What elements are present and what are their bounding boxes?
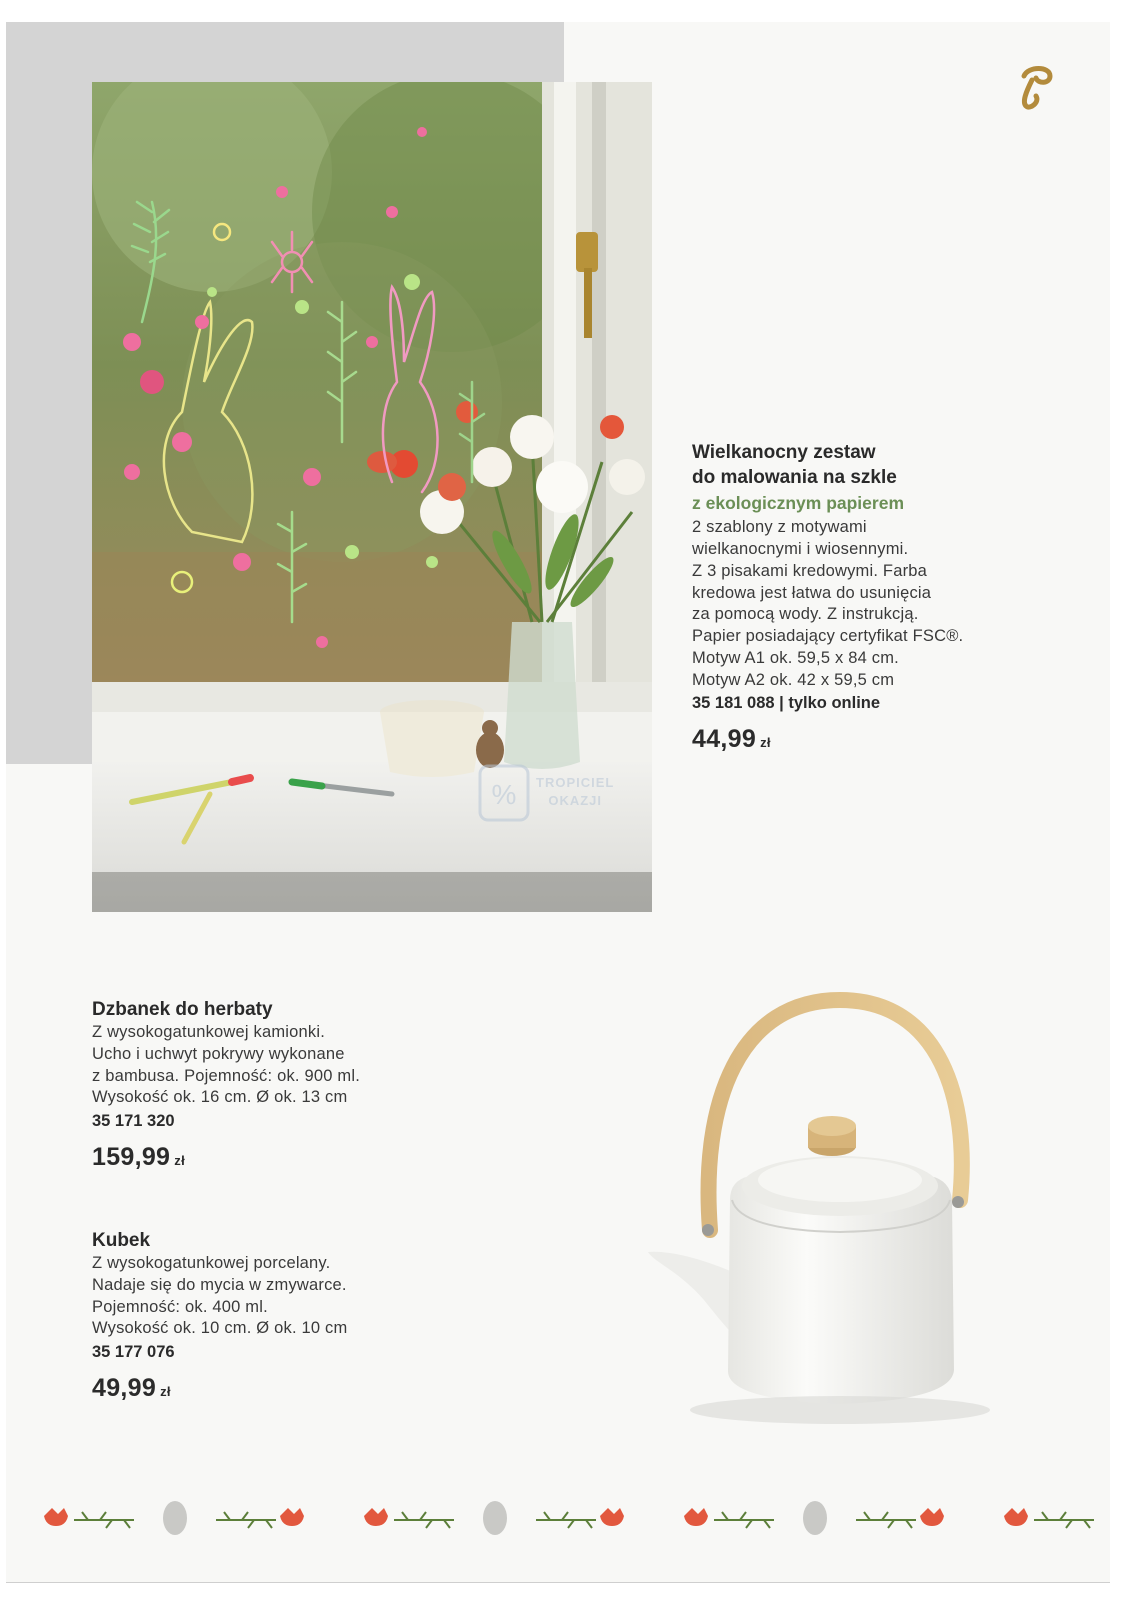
description-line: Z 3 pisakami kredowymi. Farba: [692, 561, 928, 580]
description-line: wielkanocnymi i wiosennymi.: [692, 540, 909, 559]
product-name-line: do malowania na szkle: [692, 467, 897, 489]
description-line: Z wysokogatunkowej porcelany.: [92, 1254, 331, 1273]
product-name: Kubek: [92, 1230, 151, 1251]
price-value: 44,99: [692, 725, 757, 754]
description-line: Wysokość ok. 10 cm. Ø ok. 10 cm: [92, 1319, 348, 1338]
description-line: kredowa jest łatwa do usunięcia: [692, 583, 932, 602]
description-line: Nadaje się do mycia w zmywarce.: [92, 1275, 347, 1294]
price-value: 159,99: [92, 1142, 171, 1171]
price-value: 49,99: [92, 1373, 157, 1402]
price: [92, 1141, 452, 1174]
currency-label: zł: [174, 1152, 185, 1168]
description-line: Ucho i uchwyt pokrywy wykonane: [92, 1044, 345, 1063]
currency-label: zł: [760, 735, 771, 751]
watermark-text: TROPICIEL OKAZJI: [536, 775, 615, 808]
description-line: Papier posiadający certyfikat FSC®.: [692, 627, 964, 646]
description-line: z bambusa. Pojemność: ok. 900 ml.: [92, 1066, 360, 1085]
description-line: 2 szablony z motywami: [692, 518, 867, 537]
brand-logo-icon: [1010, 62, 1058, 112]
product-teapot: [92, 997, 452, 1174]
product-easter-painting-kit: [692, 440, 1072, 756]
description-line: Pojemność: ok. 400 ml.: [92, 1297, 268, 1316]
article-number: 35 171 320: [92, 1112, 175, 1131]
currency-label: zł: [160, 1383, 171, 1399]
svg-text:%: %: [491, 779, 517, 810]
description-line: Z wysokogatunkowej kamionki.: [92, 1023, 326, 1042]
page-edge-divider: [6, 1582, 1110, 1583]
watermark: [478, 762, 656, 824]
description-line: Motyw A1 ok. 59,5 x 84 cm.: [692, 648, 899, 667]
price: [92, 1372, 452, 1405]
description-line: Wysokość ok. 16 cm. Ø ok. 13 cm: [92, 1088, 348, 1107]
product-mug: [92, 1228, 452, 1405]
product-subtitle: z ekologicznym papierem: [692, 493, 905, 514]
product-name: Dzbanek do herbaty: [92, 999, 273, 1020]
article-number: 35 177 076: [92, 1343, 175, 1362]
decorative-tulip-border: [40, 1498, 1100, 1542]
price: [692, 723, 1072, 756]
description-line: Motyw A2 ok. 42 x 59,5 cm: [692, 670, 895, 689]
article-number: 35 181 088 | tylko online: [692, 694, 881, 713]
teapot-image: [640, 900, 1020, 1440]
product-name-line: Wielkanocny zestaw: [692, 442, 876, 463]
description-line: za pomocą wody. Z instrukcją.: [692, 605, 919, 624]
